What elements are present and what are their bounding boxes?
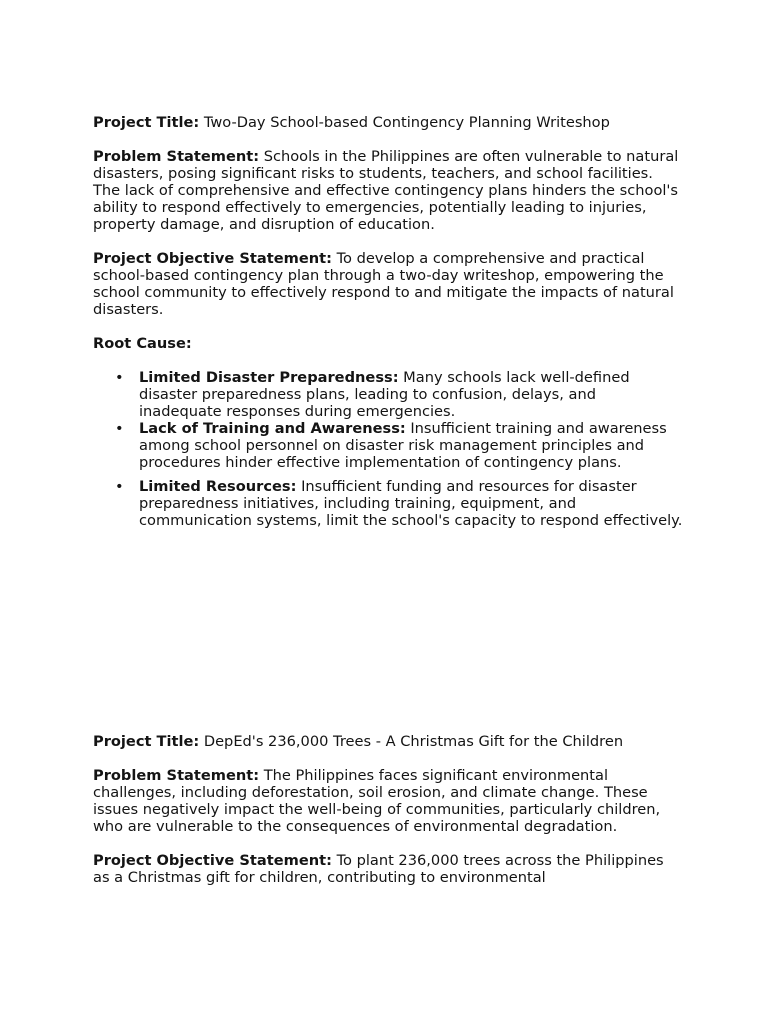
problem-statement [93, 767, 683, 835]
problem-statement-label: Problem Statement: [93, 148, 260, 165]
bullet-icon: • [115, 369, 124, 386]
root-cause-label: Lack of Training and Awareness: [139, 420, 406, 437]
project-title-value: DepEd's 236,000 Trees - A Christmas Gift for the Children [203, 733, 624, 750]
objective-statement-text: To develop a comprehensive and practical school-based contingency plan through a two-day writeshop, empowering the school community to effectively respond to and mitigate the impacts of natural disasters. [93, 250, 674, 318]
problem-statement-label: Problem Statement: [93, 767, 260, 784]
bullet-icon: • [115, 420, 124, 437]
root-cause-list [93, 369, 683, 529]
document-section-1 [93, 114, 683, 529]
problem-statement-text: Schools in the Philippines are often vulnerable to natural disasters, posing significant risks to students, teachers, and school facilities. The lack of comprehensive and effective contingency plans hinders the school's ability to respond effectively to emergencies, potentially leading to injuries, property damage, and disruption of education. [93, 148, 679, 233]
root-cause-label: Limited Resources: [139, 478, 297, 495]
document-section-2 [93, 733, 683, 886]
root-cause-item [115, 420, 683, 471]
project-title-value: Two-Day School-based Contingency Planning Writeshop [203, 114, 610, 131]
project-title-label: Project Title: [93, 114, 200, 131]
root-cause-item [115, 369, 683, 420]
objective-statement [93, 250, 683, 318]
root-cause-text: Many schools lack well-defined disaster preparedness plans, leading to confusion, delays, and inadequate responses during emergencies. [139, 369, 630, 420]
project-title [93, 733, 683, 750]
bullet-icon: • [115, 478, 124, 495]
objective-statement-label: Project Objective Statement: [93, 852, 332, 869]
objective-statement [93, 852, 683, 886]
objective-statement-text: To plant 236,000 trees across the Philippines as a Christmas gift for children, contributing to environmental [93, 852, 664, 886]
objective-statement-label: Project Objective Statement: [93, 250, 332, 267]
project-title [93, 114, 683, 131]
problem-statement-text: The Philippines faces significant environmental challenges, including deforestation, soil erosion, and climate change. These issues negatively impact the well-being of communities, particularly children, who are vulnerable to the consequences of environmental degradation. [93, 767, 661, 835]
root-cause-text: Insufficient funding and resources for disaster preparedness initiatives, including training, equipment, and communication systems, limit the school's capacity to respond effectively. [139, 478, 683, 529]
problem-statement [93, 148, 683, 233]
root-cause-item [115, 478, 683, 529]
root-cause-text: Insufficient training and awareness among school personnel on disaster risk management principles and procedures hinder effective implementation of contingency plans. [139, 420, 667, 471]
project-title-label: Project Title: [93, 733, 200, 750]
root-cause-heading: Root Cause: [93, 335, 192, 352]
root-cause-label: Limited Disaster Preparedness: [139, 369, 399, 386]
